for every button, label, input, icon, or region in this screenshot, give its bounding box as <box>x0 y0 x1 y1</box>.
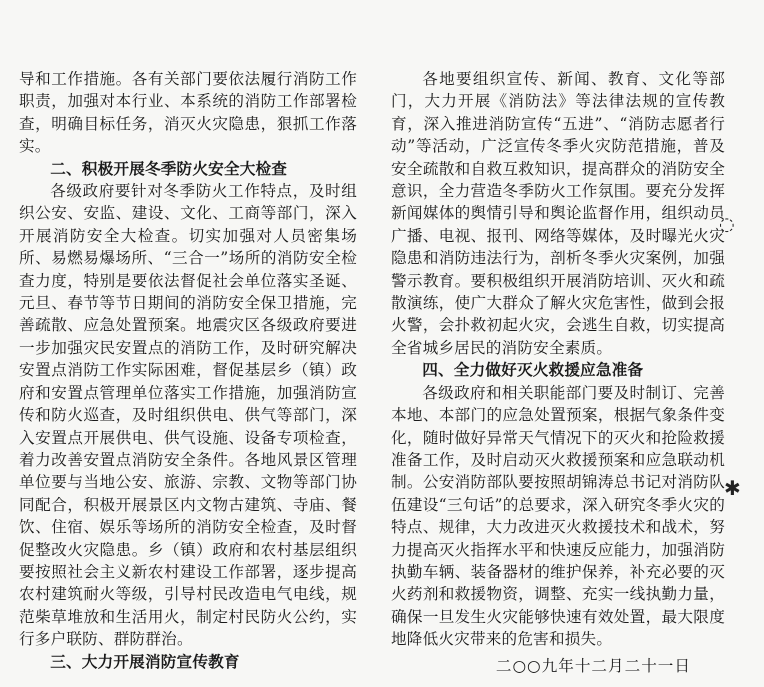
section-3-heading: 三、大力开展消防宣传教育 <box>50 651 240 671</box>
right-column <box>391 68 725 677</box>
section-4-heading: 四、全力做好灭火救援应急准备 <box>422 360 644 380</box>
intro-paragraph: 导和工作措施。各有关部门要依法履行消防工作职责，加强对本行业、本系统的消防工作部署检查，明确目标任务，消灭火灾隐患，狠抓工作落实。 <box>19 70 357 156</box>
scan-mark-icon: ✱ <box>724 476 741 500</box>
left-column <box>19 68 357 673</box>
document-date: 二○○九年十二月二十一日 <box>495 656 691 675</box>
scan-mark-icon: ◌ <box>719 214 735 235</box>
section-2-heading: 二、积极开展冬季防火安全大检查 <box>50 158 288 178</box>
section-3-paragraph: 各地要组织宣传、新闻、教育、文化等部门，大力开展《消防法》等法律法规的宣传教育，深入推进消防宣传“五进”、“消防志愿者行动”等活动，广泛宣传冬季火灾防范措施，普及安全疏散和自救互救知识，提高群众的消防安全意识，全力营造冬季防火工作氛围。要充分发挥新闻媒体的舆情引导和舆论监督作用，组织动员广播、电视、报刊、网络等媒体，及时曝光火灾隐患和消防违法行为，剖析冬季火灾案例，加强警示教育。要积极组织开展消防培训、灭火和疏散演练，使广大群众了解火灾危害性，做到会报火警，会扑救初起火灾，会逃生自救，切实提高全省城乡居民的消防安全素质。 <box>391 70 725 357</box>
section-2-paragraph: 各级政府要针对冬季防火工作特点，及时组织公安、安监、建设、文化、工商等部门，深入开展消防安全大检查。切实加强对人员密集场所、易燃易爆场所、“三合一”场所的消防安全检查力度，特别是要依法督促社会单位落实圣诞、元旦、春节等节日期间的消防安全保卫措施，完善疏散、应急处置预案。地震灾区各级政府要进一步加强灾民安置点的消防工作，及时研究解决安置点消防工作实际困难，督促基层乡（镇）政府和安置点管理单位落实工作措施，加强消防宣传和防火巡查，及时组织供电、供气等部门，深入安置点开展供电、供气设施、设备专项检查，着力改善安置点消防安全条件。各地风景区管理单位要与当地公安、旅游、宗教、文物等部门协同配合，积极开展景区内文物古建筑、寺庙、餐饮、住宿、娱乐等场所的消防安全检查，及时督促整改火灾隐患。乡（镇）政府和农村基层组织要按照社会主义新农村建设工作部署，逐步提高农村建筑耐火等级，引导村民改造电气电线，规范柴草堆放和生活用火，制定村民防火公约，实行多户联防、群防群治。 <box>19 182 357 649</box>
section-4-paragraph: 各级政府和相关职能部门要及时制订、完善本地、本部门的应急处置预案，根据气象条件变化，随时做好异常天气情况下的灭火和抢险救援准备工作，及时启动灭火救援预案和应急联动机制。公安消防部队要按照胡锦涛总书记对消防队伍建设“三句话”的总要求，深入研究冬季火灾的特点、规律，大力改进灭火救援技术和战术，努力提高灭火指挥水平和快速反应能力，加强消防执勤车辆、装备器材的维护保养，补充必要的灭火药剂和救援物资，调整、充实一线执勤力量，确保一旦发生火灾能够快速有效处置，最大限度地降低火灾带来的危害和损失。 <box>391 383 725 649</box>
